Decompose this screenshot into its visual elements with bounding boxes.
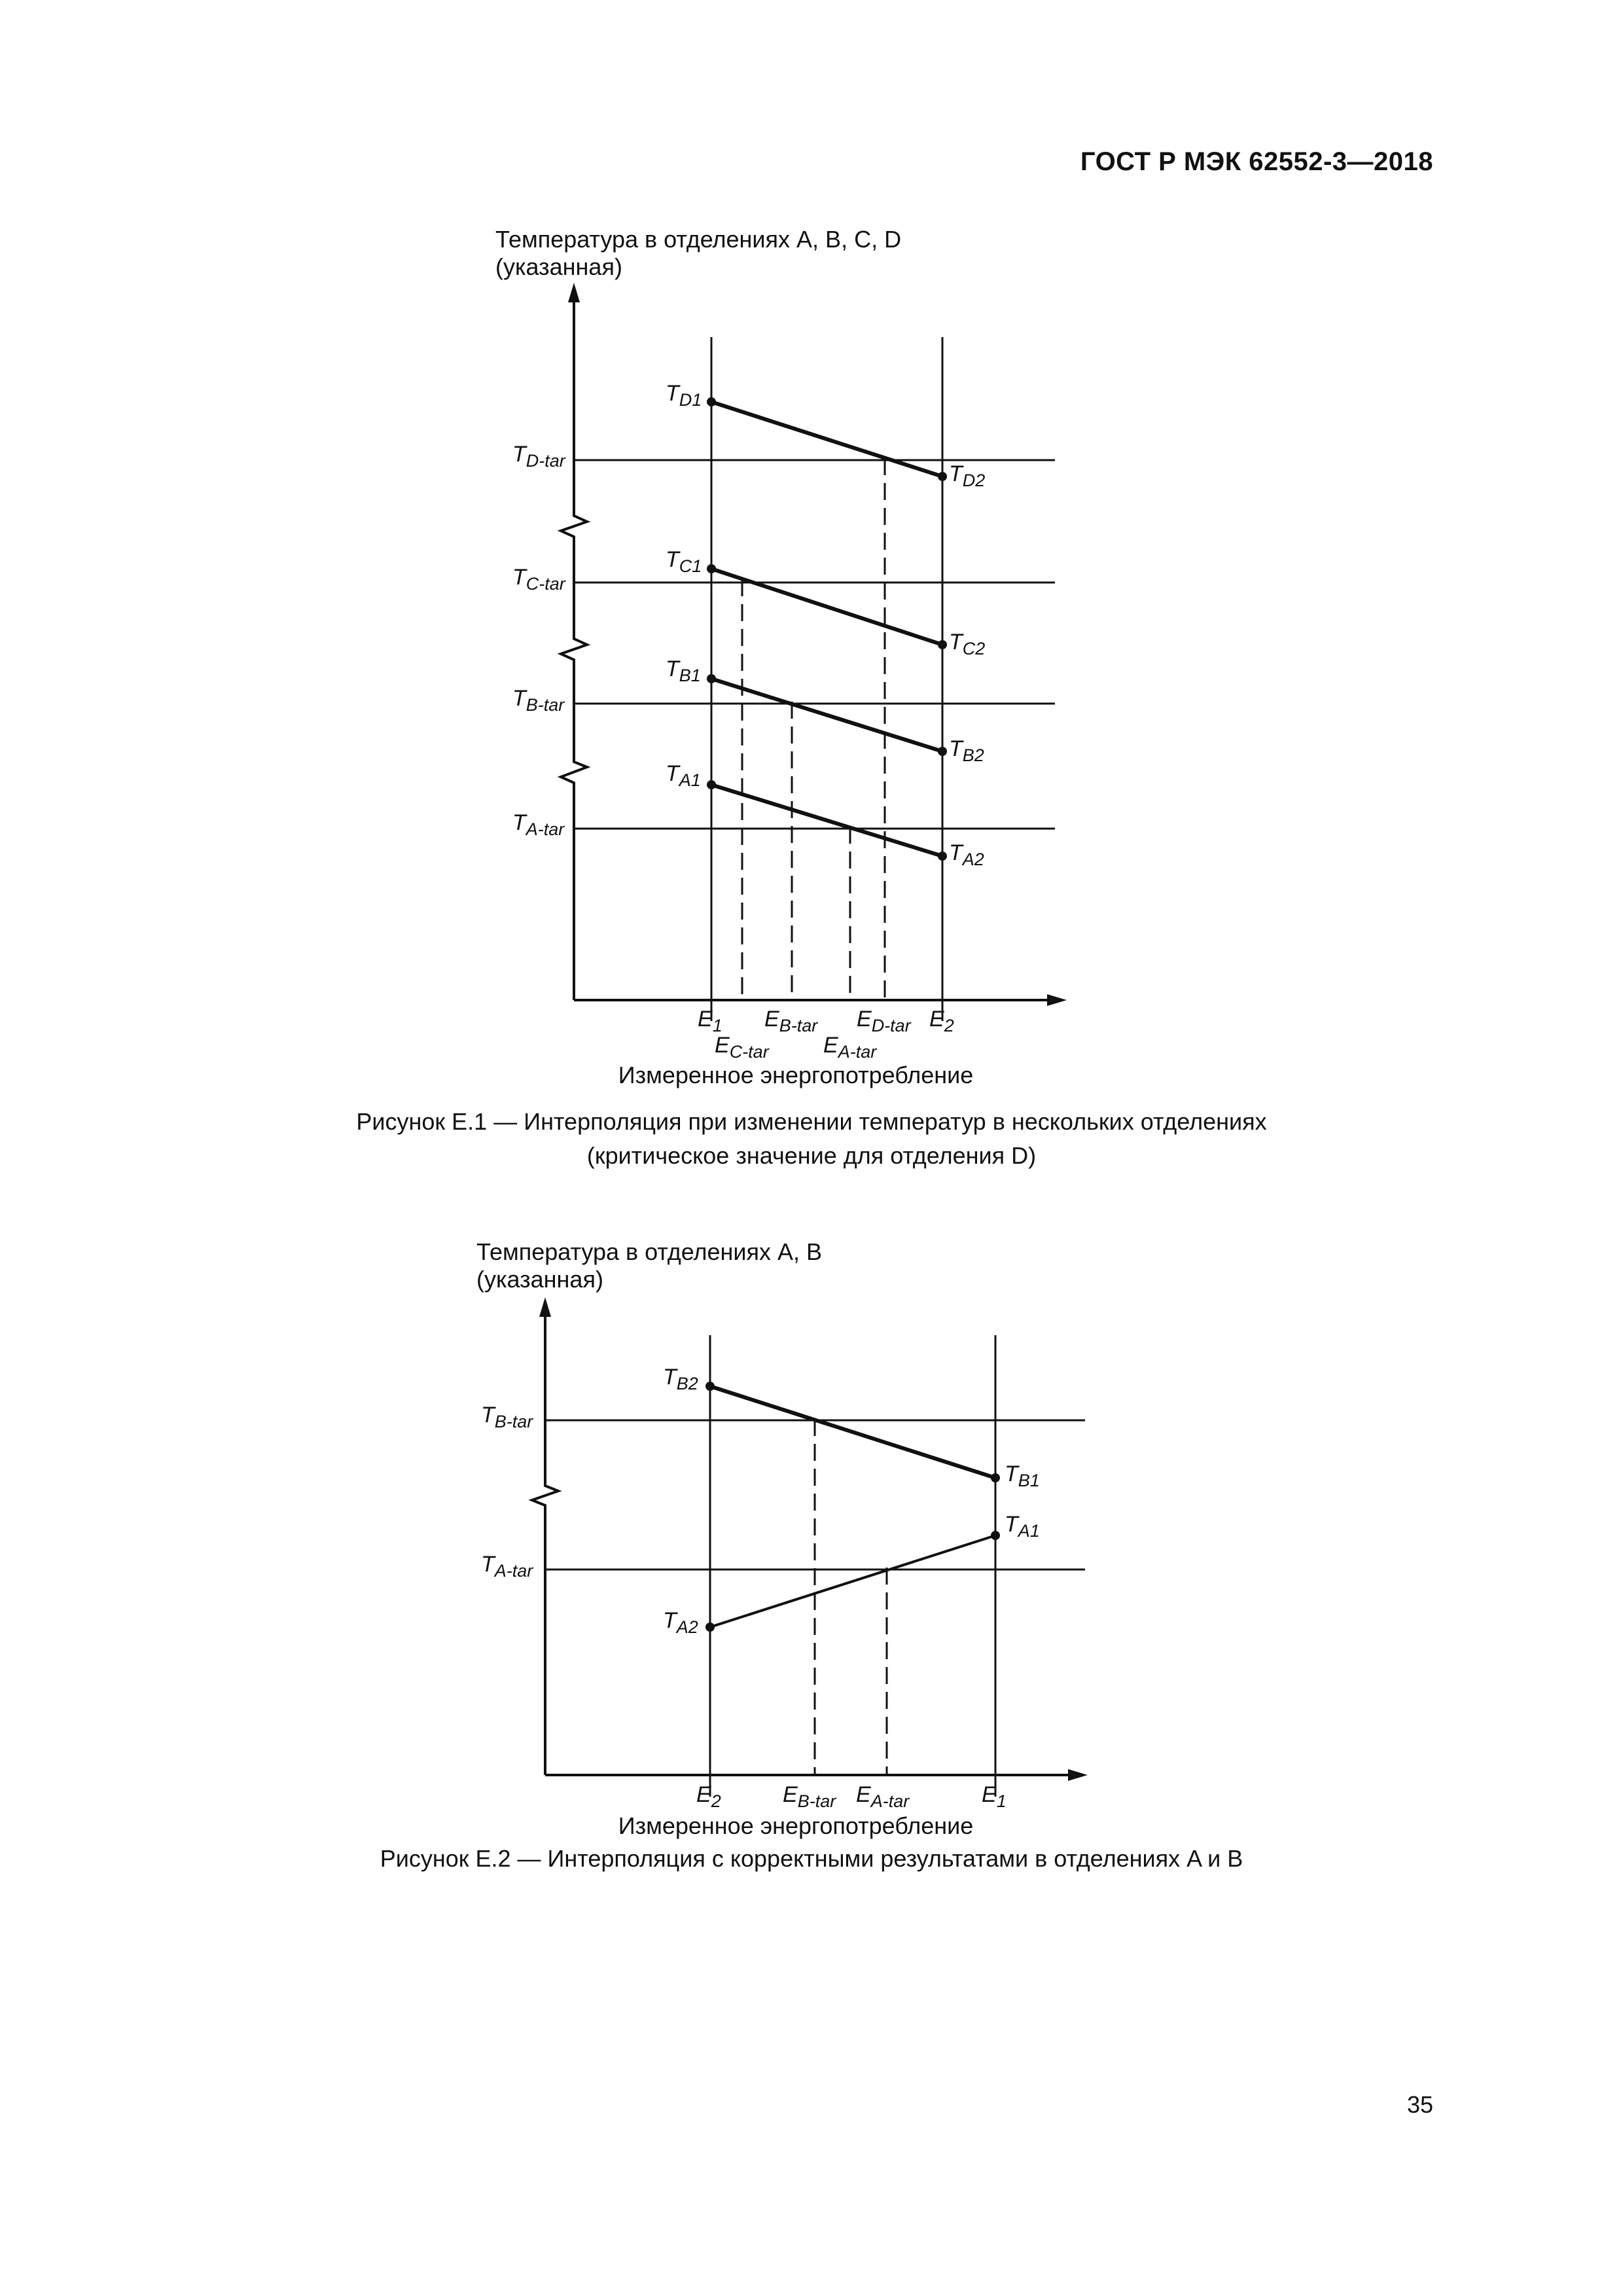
fig1-t-a-tar-label: $T_{A-tar}$: [512, 810, 565, 839]
fig1-y-axis-title-line1: Температура в отделениях A, B, C, D: [495, 226, 902, 253]
figure-2-caption: Рисунок Е.2 — Интерполяция с корректными результатами в отделениях A и B: [380, 1845, 1243, 1872]
fig1-y-axis: [561, 288, 587, 1000]
fig1-x-axis-arrow: [1047, 994, 1067, 1006]
figure-1-caption-line1: Рисунок Е.1 — Интерполяция при изменении температур в нескольких отделениях: [356, 1108, 1267, 1135]
page-number: 35: [1406, 2091, 1433, 2118]
fig1-y-axis-arrow: [568, 283, 580, 302]
fig1-x-label-e-a-tar: $E_{A-tar}$: [823, 1033, 877, 1062]
fig2-y-axis: [532, 1302, 558, 1775]
fig1-point-b2: [938, 747, 947, 756]
fig1-label-ta1: $T_{A1}$: [666, 761, 701, 790]
fig1-t-c-tar-label: $T_{C-tar}$: [512, 565, 565, 594]
fig1-x-label-e-c-tar: $E_{C-tar}$: [715, 1033, 769, 1062]
fig1-x-label-e-d-tar: $E_{D-tar}$: [857, 1007, 911, 1035]
fig2-a-line: [710, 1535, 995, 1627]
fig1-c-line: [711, 569, 942, 645]
fig2-label-ta1: $T_{A1}$: [1005, 1512, 1040, 1541]
fig2-x-label-e-b-tar: $E_{B-tar}$: [783, 1782, 836, 1811]
fig2-point-a1: [991, 1531, 1000, 1540]
fig1-label-ta2: $T_{A2}$: [949, 840, 984, 869]
fig1-label-tc2: $T_{C2}$: [949, 630, 986, 658]
fig1-point-c2: [938, 640, 947, 649]
fig2-x-axis-title: Измеренное энергопотребление: [618, 1812, 974, 1839]
fig2-point-a2: [705, 1623, 715, 1632]
fig2-x-label-e1: $E_1$: [982, 1782, 1007, 1811]
fig1-t-b-tar-label: $T_{B-tar}$: [512, 686, 565, 715]
fig1-point-d1: [707, 397, 716, 406]
fig1-a-line: [711, 785, 942, 856]
fig2-point-b2: [705, 1382, 715, 1391]
fig1-point-b1: [707, 674, 716, 683]
fig1-x-label-e1: $E_1$: [698, 1007, 722, 1035]
fig1-label-td1: $T_{D1}$: [666, 381, 702, 410]
fig2-y-axis-title-line1: Температура в отделениях A, B: [476, 1238, 823, 1265]
standard-code: ГОСТ Р МЭК 62552-3—2018: [1080, 147, 1433, 176]
fig2-t-a-tar-label: $T_{A-tar}$: [481, 1552, 533, 1581]
fig1-point-c1: [707, 564, 716, 573]
fig1-point-a1: [707, 780, 716, 789]
fig2-y-axis-arrow: [539, 1297, 551, 1317]
fig1-label-tb1: $T_{B1}$: [666, 656, 701, 685]
fig1-label-tc1: $T_{C1}$: [666, 547, 702, 576]
fig2-label-tb2: $T_{B2}$: [663, 1365, 698, 1393]
fig1-label-tb2: $T_{B2}$: [949, 736, 984, 765]
figure-1-caption: [0, 1105, 1623, 1173]
fig1-d-line: [711, 402, 942, 476]
fig2-label-ta2: $T_{A2}$: [663, 1608, 698, 1637]
fig2-t-b-tar-label: $T_{B-tar}$: [481, 1403, 533, 1431]
fig2-x-axis-arrow: [1068, 1769, 1088, 1781]
fig1-label-td2: $T_{D2}$: [949, 461, 986, 490]
fig1-x-axis-title: Измеренное энергопотребление: [618, 1062, 974, 1088]
fig1-b-line: [711, 679, 942, 751]
fig1-x-label-e-b-tar: $E_{B-tar}$: [764, 1007, 818, 1035]
fig1-t-d-tar-label: $T_{D-tar}$: [512, 442, 565, 471]
figure-1-caption-line2: (критическое значение для отделения D): [586, 1142, 1037, 1169]
fig2-point-b1: [991, 1473, 1000, 1482]
fig1-point-a2: [938, 852, 947, 861]
fig2-label-tb1: $T_{B1}$: [1005, 1462, 1040, 1490]
figure-1-chart: [495, 226, 1067, 1088]
figure-2-chart: [476, 1238, 1088, 1839]
fig2-y-axis-title-line2: (указанная): [476, 1266, 603, 1293]
fig1-x-label-e2: $E_2$: [929, 1007, 954, 1035]
fig1-point-d2: [938, 472, 947, 481]
fig1-y-axis-title-line2: (указанная): [495, 253, 622, 280]
fig2-x-label-e-a-tar: $E_{A-tar}$: [856, 1782, 910, 1811]
fig2-x-label-e2: $E_2$: [696, 1782, 721, 1811]
fig2-b-line: [710, 1386, 995, 1478]
